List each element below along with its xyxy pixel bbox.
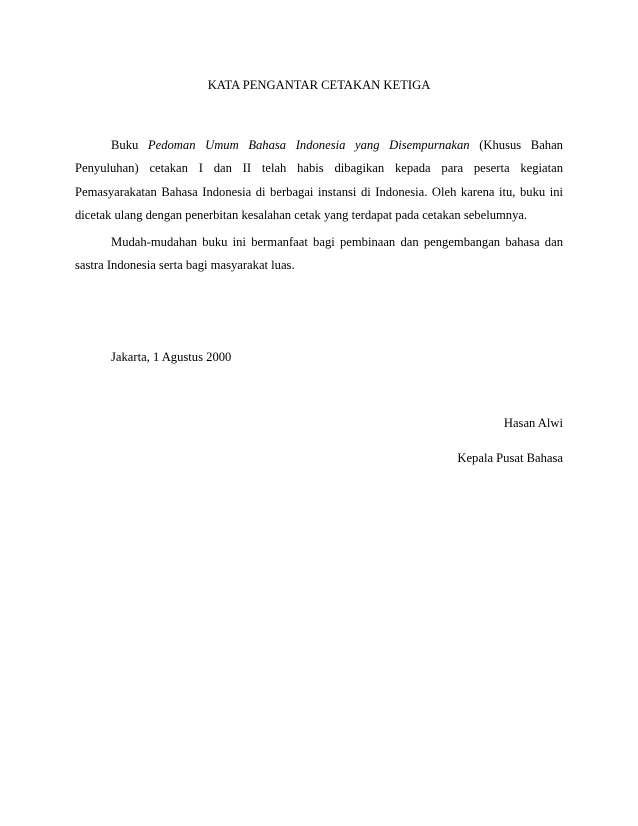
paragraph-intro — [75, 134, 563, 227]
document-title: KATA PENGANTAR CETAKAN KETIGA — [207, 78, 431, 92]
place-date: Jakarta, 1 Agustus 2000 — [111, 350, 232, 364]
paragraph-intro-rest: (Khusus Bahan Penyuluhan) cetakan I dan II telah habis dibagikan kepada para peserta kegiatan Pemasyarakatan Bahasa Indonesia di berbagai instansi di Indonesia. Oleh karena itu, buku ini dicetak ulang dengan penerbitan kesalahan cetak yang terdapat pada cetakan sebelumnya. — [75, 138, 563, 222]
signer-name: Hasan Alwi — [503, 416, 563, 430]
book-title: Pedoman Umum Bahasa Indonesia yang Disempurnakan — [147, 138, 470, 152]
paragraph-intro-lead: Buku — [111, 138, 148, 152]
signer-title: Kepala Pusat Bahasa — [457, 451, 563, 465]
paragraph-closing: Mudah-mudahan buku ini bermanfaat bagi pembinaan dan pengembangan bahasa dan sastra Indonesia serta bagi masyarakat luas. — [75, 235, 563, 273]
